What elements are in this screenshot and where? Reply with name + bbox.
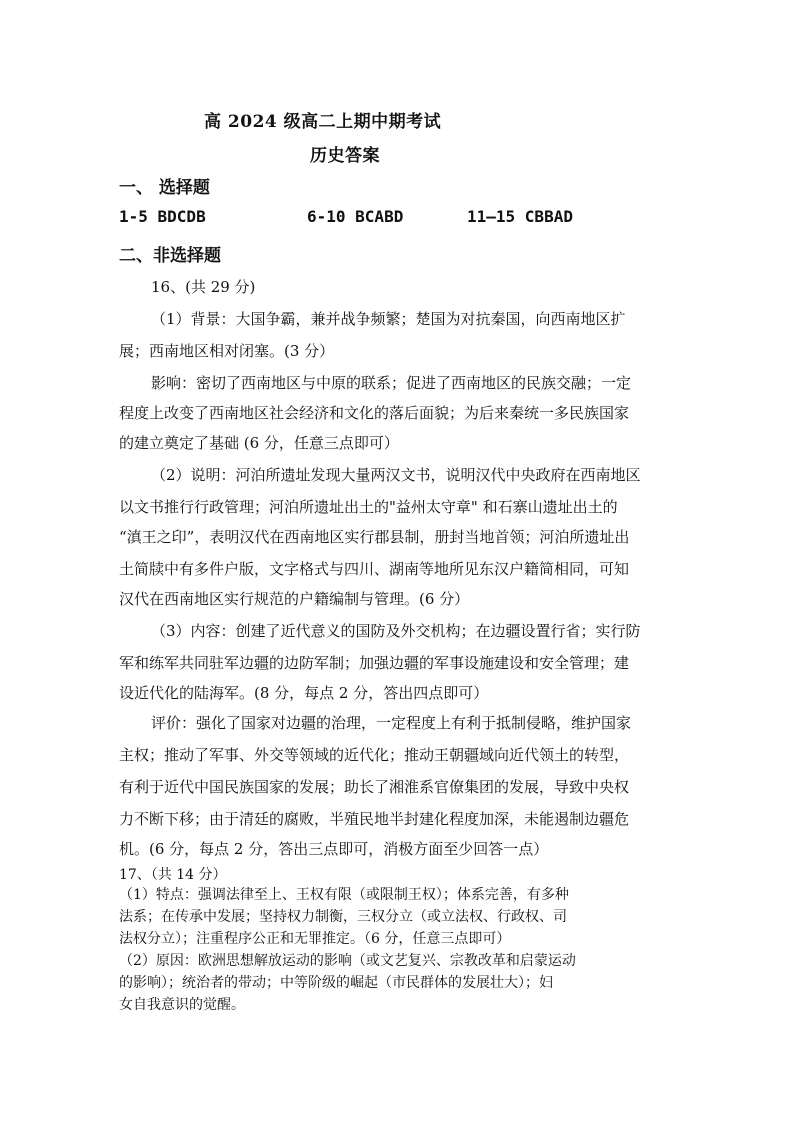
q16-line: 汉代在西南地区实行规范的户籍编制与管理。(6 分） <box>119 590 470 608</box>
exam-title: 高 2024 级高二上期中期考试 <box>204 112 442 132</box>
q17-line: （1）特点：强调法律至上、王权有限（或限制王权）；体系完善，有多种 <box>119 887 569 903</box>
q17-line: 法权分立）；注重程序公正和无罪推定。（6 分，任意三点即可） <box>119 931 511 947</box>
section-heading-multiple-choice: 一、 选择题 <box>119 178 210 198</box>
q17-header: 17、（共 14 分） <box>119 867 227 883</box>
q17-line: 的影响）；统治者的带动；中等阶级的崛起（市民群体的发展壮大）；妇 <box>119 975 553 991</box>
mc-answers-6-10: 6-10 BCABD <box>307 207 404 226</box>
q16-line: 军和练军共同驻军边疆的边防军制；加强边疆的军事设施建设和安全管理；建 <box>119 654 630 672</box>
section-heading-non-multiple-choice: 二、非选择题 <box>119 246 221 266</box>
q16-line: 设近代化的陆海军。(8 分，每点 2 分，答出四点即可） <box>119 684 489 702</box>
q16-line: 影响：密切了西南地区与中原的联系；促进了西南地区的民族交融；一定 <box>151 374 632 392</box>
q16-line: （3）内容：创建了近代意义的国防及外交机构；在边疆设置行省；实行防 <box>151 622 641 640</box>
mc-answers-1-5: 1-5 BDCDB <box>119 207 206 226</box>
q17-line: （2）原因：欧洲思想解放运动的影响（或文艺复兴、宗教改革和启蒙运动 <box>119 953 576 969</box>
q16-line: 以文书推行行政管理；河泊所遗址出土的"益州太守章" 和石寨山遗址出土的 <box>119 498 618 516</box>
q16-line: 的建立奠定了基础 (6 分，任意三点即可） <box>119 434 399 452</box>
q16-line: 力不断下移；由于清廷的腐败，半殖民地半封建化程度加深，未能遏制边疆危 <box>119 810 630 828</box>
q16-line: 有利于近代中国民族国家的发展；助长了湘淮系官僚集团的发展，导致中央权 <box>119 778 630 796</box>
q16-header: 16、(共 29 分) <box>151 278 256 296</box>
q17-line: 法系；在传承中发展；坚持权力制衡，三权分立（或立法权、行政权、司 <box>119 909 567 925</box>
q16-line: （1）背景：大国争霸，兼并战争频繁；楚国为对抗秦国，向西南地区扩 <box>151 310 626 328</box>
q16-line: “滇王之印”，表明汉代在西南地区实行郡县制，册封当地首领；河泊所遗址出 <box>119 528 630 546</box>
q16-line: 程度上改变了西南地区社会经济和文化的落后面貌；为后来秦统一多民族国家 <box>119 404 630 422</box>
q16-line: 评价：强化了国家对边疆的治理，一定程度上有利于抵制侵略，维护国家 <box>151 714 632 732</box>
q17-line: 女自我意识的觉醒。 <box>119 997 245 1013</box>
q16-line: 土简牍中有多件户版，文字格式与四川、湖南等地所见东汉户籍简相同，可知 <box>119 560 630 578</box>
q16-line: 主权；推动了军事、外交等领域的近代化；推动王朝疆域向近代领土的转型， <box>119 746 630 764</box>
q16-line: （2）说明：河泊所遗址发现大量两汉文书，说明汉代中央政府在西南地区 <box>151 466 641 484</box>
q16-line: 机。(6 分，每点 2 分，答出三点即可，消极方面至少回答一点） <box>119 840 549 858</box>
exam-subtitle: 历史答案 <box>310 146 380 166</box>
q16-line: 展；西南地区相对闭塞。(3 分） <box>119 342 335 360</box>
mc-answers-11-15: 11—15 CBBAD <box>467 207 573 226</box>
